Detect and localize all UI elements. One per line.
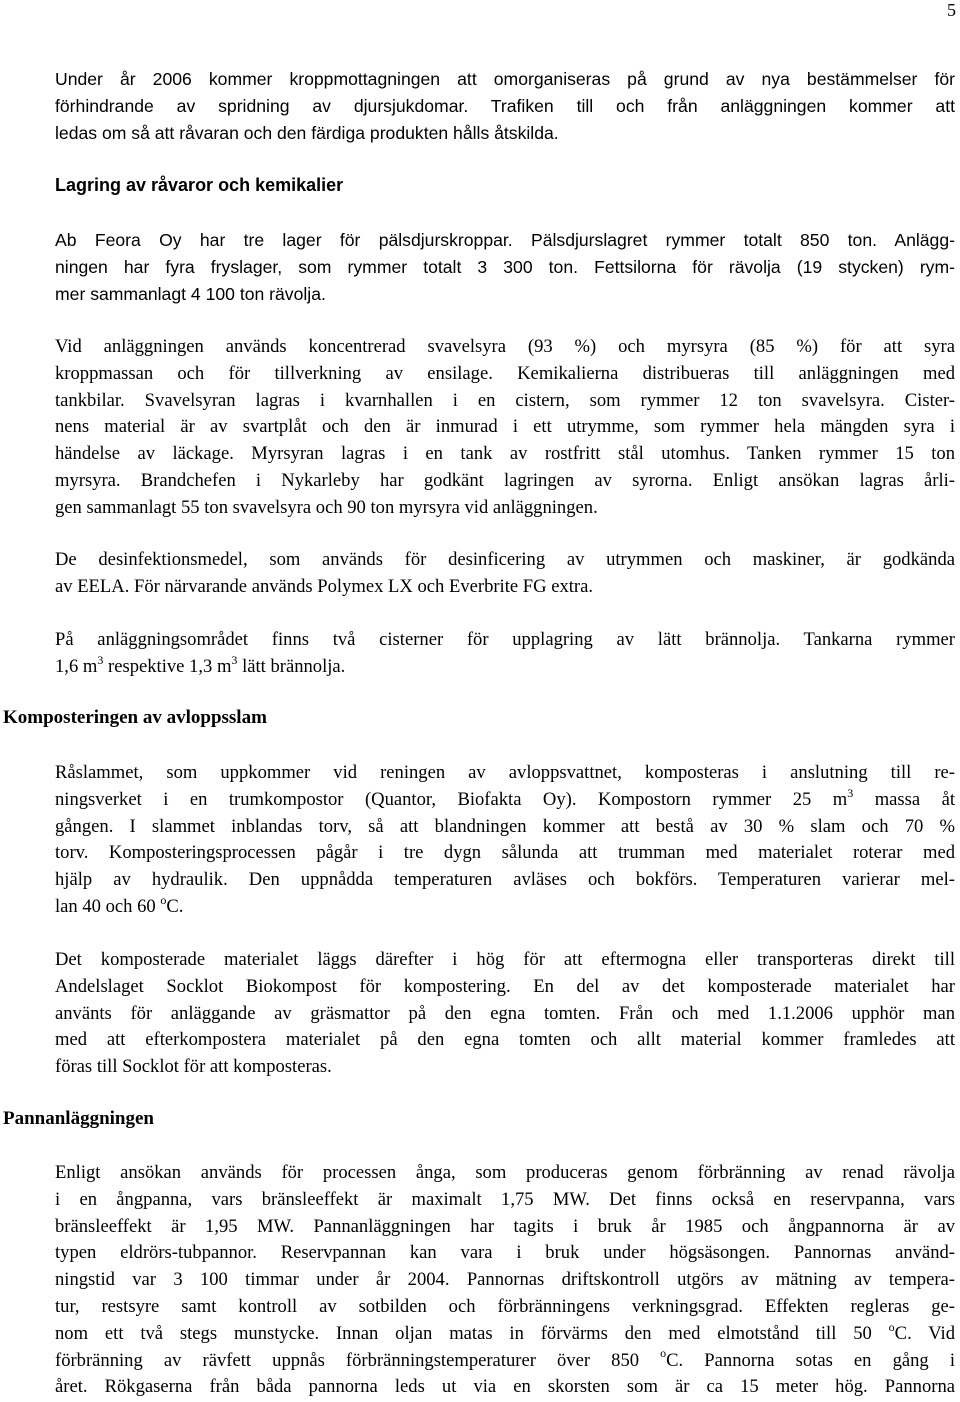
text-line: kroppmassan och för tillverkning av ensilage. Kemikalierna distribueras till anläggningen med [55,362,955,384]
paragraph-chemicals [55,334,955,522]
page-number: 5 [947,0,956,20]
text-line: ledas om så att råvaran och den färdiga produkten hålls åtskilda. [55,122,559,143]
text-line: bränsleeffekt är 1,95 MW. Pannanläggningen har tagits i bruk år 1985 och ångpannorna är av [55,1215,955,1237]
text-line: ningsverket i en trumkompostor (Quantor, Biofakta Oy). Kompostorn rymmer 25 $m^3$ massa åt [55,785,956,810]
text-line: med att efterkompostera materialet på den egna tomten och allt material kommer framledes att [55,1029,955,1051]
heading-boiler-plant: Pannanläggningen [3,1108,154,1129]
superscript: o [888,1319,895,1334]
text-line: På anläggningsområdet finns två cisterner för upplagring av lätt brännolja. Tankarna rymmer [55,629,955,650]
text-line: händelse av läckage. Myrsyran lagras i en tank av rostfritt stål utomhus. Tanken rymmer 15 ton [55,443,955,465]
superscript: 3 [231,652,238,667]
text-line: Det komposterade materialet läggs därefter i hög för att eftermogna eller transporteras direkt till [55,949,955,970]
paragraph-boilers [55,1160,955,1401]
text-line: mer sammanlagt 4 100 ton rävolja. [55,283,326,304]
text-line: Råslammet, som uppkommer vid reningen av avloppsvattnet, komposteras i anslutning till re- [55,762,955,783]
superscript: o [160,892,167,907]
paragraph-compost-material [55,947,955,1081]
paragraph-reorganisation [55,66,955,146]
text-line: Andelslaget Socklot Biokompost för kompostering. En del av det komposterade materialet har [55,975,955,997]
heading-composting: Komposteringen av avloppsslam [3,707,267,728]
text-line: i en ångpanna, vars bränsleeffekt är maximalt 1,75 MW. Det finns också en reservpanna, vars [55,1188,955,1210]
text-line: ningen har fyra fryslager, som rymmer totalt 3 300 ton. Fettsilorna för rävolja (19 stycken) rym- [55,256,955,277]
paragraph-storage-capacity [55,227,955,307]
text-line: Ab Feora Oy har tre lager för pälsdjurskroppar. Pälsdjurslagret rymmer totalt 850 ton. Anlägg- [55,230,955,250]
text-line: förbränning av rävfett uppnås förbränningstemperaturer över 850 $^o$C. Pannorna sotas en gång i [55,1346,955,1371]
text-line: förhindrande av spridning av djursjukdomar. Trafiken till och från anläggningen kommer att [55,95,955,116]
text-line: 1,6 $m^3$ respektive 1,3 $m^3$ lätt brännolja. [55,652,346,677]
text-line: tankbilar. Svavelsyran lagras i kvarnhallen i en cistern, som rymmer 12 ton svavelsyra. Cister- [55,389,955,411]
text-line: De desinfektionsmedel, som används för desinficering av utrymmen och maskiner, är godkända [55,549,955,570]
text-line: lan 40 och 60 $^o$C. [55,892,184,917]
text-line: typen eldrörs-tubpannor. Reservpannan kan vara i bruk under högsäsongen. Pannornas använd- [55,1242,955,1264]
text-line: myrsyra. Brandchefen i Nykarleby har godkänt lagringen av syrorna. Enligt ansökan lagras årli- [55,469,955,491]
text-line: året. Rökgaserna från båda pannorna leds ut via en skorsten som är ca 15 meter hög. Pannorna [55,1376,955,1398]
text-line: föras till Socklot för att komposteras. [55,1056,332,1078]
text-line: använts för anläggande av gräsmattor på den egna tomten. Från och med 1.1.2006 upphör man [55,1002,955,1024]
text-line: tur, restsyre samt kontroll av sotbilden och förbränningens verkningsgrad. Effekten regleras ge- [55,1295,955,1317]
superscript: o [660,1346,667,1361]
text-line: torv. Komposteringsprocessen pågår i tre dygn sålunda att trumman med materialet roterar med [55,842,955,864]
text-line: Under år 2006 kommer kroppmottagningen att omorganiseras på grund av nya bestämmelser för [55,69,955,89]
text-line: av EELA. För närvarande används Polymex LX och Everbrite FG extra. [55,575,594,597]
text-line: gången. I slammet inblandas torv, så att blandningen kommer att bestå av 30 % slam och 70 % [55,815,955,837]
text-line: Vid anläggningen används koncentrerad svavelsyra (93 %) och myrsyra (85 %) för att syra [55,336,955,357]
text-line: nom ett två stegs munstycke. Innan oljan matas in förvärms den med elmotstånd till 50 $^o$C. Vid [55,1319,956,1344]
paragraph-disinfectants [55,547,955,601]
paragraph-sludge [55,760,955,921]
text-line: Enligt ansökan används för processen ånga, som produceras genom förbränning av renad rävolja [55,1162,955,1183]
text-line: ningstid var 3 100 timmar under år 2004. Pannornas driftskontroll utgörs av mätning av tempera- [55,1269,955,1291]
superscript: 3 [97,652,104,667]
paragraph-fuel-oil [55,627,955,681]
superscript: 3 [847,785,854,800]
text-line: nens material är av svartplåt och den är inmurad i ett utrymme, som rymmer hela mängden syra i [55,416,955,438]
text-line: hjälp av hydraulik. Den uppnådda temperaturen avläses och bokförs. Temperaturen varierar mel- [55,869,955,891]
heading-storage: Lagring av råvaror och kemikalier [55,175,344,195]
text-line: gen sammanlagt 55 ton svavelsyra och 90 ton myrsyra vid anläggningen. [55,496,598,518]
